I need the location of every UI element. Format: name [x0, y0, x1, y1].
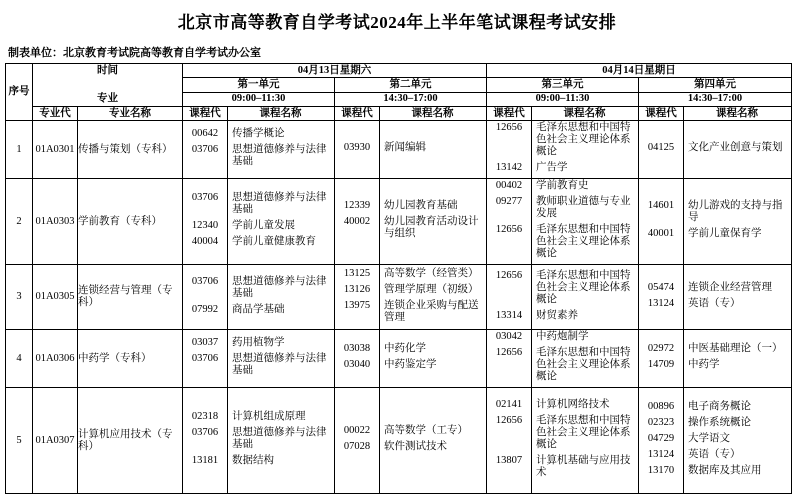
course-entry: [487, 196, 638, 220]
course-entry: [183, 455, 334, 467]
unit-cell-2: [335, 179, 487, 265]
course-entry: [183, 144, 334, 168]
course-entry: [335, 284, 486, 296]
header-time-unit-2: 14:30–17:00: [335, 92, 487, 106]
course-entry: [487, 399, 638, 411]
course-code: 03706: [191, 192, 219, 203]
header-unit-3: 第三单元: [487, 78, 639, 92]
course-entry: [183, 304, 334, 316]
header-time-unit-1: 09:00–11:30: [183, 92, 335, 106]
course-code: 12656: [495, 347, 523, 358]
course-entry: [487, 455, 638, 479]
course-name: 中医基础理论（一）: [688, 343, 783, 354]
course-entry: [487, 122, 638, 158]
unit-cell-1: [183, 179, 335, 265]
exam-row: [6, 388, 792, 494]
course-name: 传播学概论: [232, 128, 285, 139]
unit-cell-1: [183, 388, 335, 494]
course-entry: [335, 441, 486, 453]
course-entry: [639, 142, 791, 154]
unit-cell-3: [487, 121, 639, 179]
course-code: 03706: [191, 275, 219, 287]
unit-cell-3: [487, 388, 639, 494]
course-entry: [335, 268, 486, 280]
unit-cell-1: [183, 330, 335, 388]
course-entry: [487, 162, 638, 174]
header-seq: 序号: [6, 64, 33, 121]
major-code-cell: 01A0307: [33, 388, 78, 494]
course-entry: [639, 449, 791, 461]
header-unit-1: 第一单元: [183, 78, 335, 92]
unit-cell-2: [335, 330, 487, 388]
course-name: 思想道德修养与法律基础: [232, 144, 327, 167]
course-name: 毛泽东思想和中国特色社会主义理论体系概论: [536, 347, 631, 382]
course-name: 新闻编辑: [384, 142, 426, 153]
header-date-sunday: 04月14日星期日: [487, 64, 792, 78]
course-name: 高等数学（工专）: [384, 425, 468, 436]
course-name: 学前儿童保育学: [688, 228, 762, 239]
seq-cell: 3: [6, 265, 33, 330]
course-entry: [335, 200, 486, 212]
seq-cell: 5: [6, 388, 33, 494]
unit-cell-4: [639, 330, 792, 388]
course-entry: [487, 180, 638, 192]
exam-row: [6, 121, 792, 179]
course-entry: [639, 465, 791, 477]
unit-cell-2: [335, 388, 487, 494]
course-code: 00022: [343, 425, 371, 436]
course-entry: [639, 433, 791, 445]
issuing-unit-label: 制表单位：北京教育考试院高等教育自学考试办公室: [8, 47, 261, 59]
course-code: 12656: [495, 224, 523, 235]
course-entry: [639, 228, 791, 240]
course-name: 思想道德修养与法律基础: [232, 427, 327, 450]
course-entry: [639, 200, 791, 224]
course-name: 管理学原理（初级）: [384, 283, 479, 295]
course-code: 00642: [191, 128, 219, 139]
course-name: 计算机组成原理: [232, 411, 306, 422]
course-code: 40002: [343, 216, 371, 227]
course-code: 04729: [647, 433, 675, 444]
course-name: 毛泽东思想和中国特色社会主义理论体系概论: [536, 224, 631, 259]
course-code: 04125: [647, 142, 675, 153]
course-entry: [335, 343, 486, 355]
course-name: 数据结构: [232, 455, 274, 466]
course-code: 13142: [495, 162, 523, 173]
unit-cell-1: [183, 265, 335, 330]
course-name: 计算机网络技术: [536, 399, 610, 410]
unit-cell-3: [487, 330, 639, 388]
course-code: 12340: [191, 220, 219, 231]
course-name: 操作系统概论: [688, 417, 751, 428]
course-name: 英语（专）: [688, 449, 741, 460]
unit-cell-3: [487, 265, 639, 330]
course-code: 03930: [343, 142, 371, 153]
course-code: 13181: [191, 455, 219, 466]
course-code: 12656: [495, 269, 523, 281]
header-course-cols-unit-3: [487, 107, 639, 121]
course-code: 09277: [495, 196, 523, 207]
course-entry: [183, 337, 334, 349]
course-code: 12656: [495, 122, 523, 133]
course-name: 计算机基础与应用技术: [536, 455, 631, 478]
course-code: 02141: [495, 399, 523, 410]
course-code: 14601: [647, 200, 675, 211]
header-course-code: 课程代: [645, 107, 677, 119]
course-code: 13124: [647, 449, 675, 460]
unit-cell-2: [335, 121, 487, 179]
header-time-major: [33, 64, 183, 107]
header-course-name: 课程名称: [259, 107, 302, 119]
course-name: 思想道德修养与法律基础: [232, 275, 327, 299]
exam-row: [6, 265, 792, 330]
course-name: 毛泽东思想和中国特色社会主义理论体系概论: [536, 415, 631, 450]
unit-cell-1: [183, 121, 335, 179]
course-name: 中药炮制学: [536, 331, 589, 342]
header-course-cols-unit-4: [639, 107, 792, 121]
header-course-cols-unit-2: [335, 107, 487, 121]
course-entry: [487, 224, 638, 260]
course-code: 03706: [191, 353, 219, 364]
course-entry: [183, 427, 334, 451]
exam-row: [6, 179, 792, 265]
course-name: 毛泽东思想和中国特色社会主义理论体系概论: [536, 122, 631, 157]
header-major-label: 专业: [97, 93, 118, 104]
course-name: 电子商务概论: [688, 401, 751, 412]
course-code: 03706: [191, 144, 219, 155]
course-code: 03037: [191, 337, 219, 348]
course-name: 中药鉴定学: [384, 359, 437, 370]
unit-cell-2: [335, 265, 487, 330]
major-name-cell: 传播与策划（专科）: [78, 121, 183, 179]
course-entry: [487, 270, 638, 306]
header-course-name: 课程名称: [716, 107, 758, 119]
major-code-cell: 01A0305: [33, 265, 78, 330]
course-entry: [335, 425, 486, 437]
major-code-cell: 01A0306: [33, 330, 78, 388]
course-name: 中药学: [688, 359, 720, 370]
course-entry: [183, 353, 334, 377]
course-code: 12339: [343, 200, 371, 211]
course-name: 思想道德修养与法律基础: [232, 192, 327, 215]
course-name: 连锁企业经营管理: [688, 281, 772, 293]
course-name: 幼儿园教育基础: [384, 200, 458, 211]
course-code: 13807: [495, 455, 523, 466]
course-name: 广告学: [536, 162, 568, 173]
course-code: 13126: [343, 283, 371, 295]
course-name: 幼儿游戏的支持与指导: [688, 200, 783, 223]
major-name-cell: 计算机应用技术（专科）: [78, 388, 183, 494]
major-name-cell: 学前教育（专科）: [78, 179, 183, 265]
seq-cell: 1: [6, 121, 33, 179]
course-code: 05474: [647, 281, 675, 293]
page-title: 北京市高等教育自学考试2024年上半年笔试课程考试安排: [177, 13, 617, 32]
course-name: 软件测试技术: [384, 441, 447, 452]
unit-cell-3: [487, 179, 639, 265]
course-name: 数据库及其应用: [688, 465, 762, 476]
major-code-cell: 01A0303: [33, 179, 78, 265]
course-code: 03042: [495, 331, 523, 342]
exam-row: [6, 330, 792, 388]
course-entry: [487, 415, 638, 451]
unit-cell-4: [639, 179, 792, 265]
course-name: 学前儿童发展: [232, 220, 295, 231]
course-entry: [639, 401, 791, 413]
header-course-code: 课程代: [493, 107, 525, 119]
course-name: 思想道德修养与法律基础: [232, 353, 327, 376]
course-code: 13975: [343, 299, 371, 311]
course-name: 药用植物学: [232, 337, 285, 348]
course-entry: [639, 359, 791, 371]
course-entry: [335, 300, 486, 324]
course-name: 幼儿园教育活动设计与组织: [384, 216, 479, 239]
course-entry: [335, 359, 486, 371]
course-code: 13170: [647, 465, 675, 476]
unit-cell-4: [639, 388, 792, 494]
course-code: 02323: [647, 417, 675, 428]
header-time-unit-4: 14:30–17:00: [639, 92, 792, 106]
course-name: 商品学基础: [232, 303, 285, 315]
course-entry: [335, 216, 486, 240]
course-name: 教师职业道德与专业发展: [536, 196, 631, 219]
course-entry: [183, 236, 334, 248]
course-code: 07028: [343, 441, 371, 452]
table-header: [6, 64, 792, 121]
course-entry: [335, 142, 486, 154]
course-name: 学前儿童健康教育: [232, 236, 316, 247]
course-code: 03040: [343, 359, 371, 370]
course-entry: [487, 347, 638, 383]
major-name-cell: 中药学（专科）: [78, 330, 183, 388]
course-entry: [183, 411, 334, 423]
header-major-code: 专业代: [33, 107, 78, 121]
unit-cell-4: [639, 265, 792, 330]
seq-cell: 4: [6, 330, 33, 388]
course-entry: [183, 276, 334, 300]
course-code: 02318: [191, 411, 219, 422]
unit-cell-4: [639, 121, 792, 179]
course-code: 02972: [647, 343, 675, 354]
header-unit-4: 第四单元: [639, 78, 792, 92]
course-entry: [183, 128, 334, 140]
header-course-code: 课程代: [189, 107, 221, 119]
course-entry: [639, 343, 791, 355]
course-entry: [639, 298, 791, 310]
course-code: 40001: [647, 228, 675, 239]
header-time-label: 时间: [97, 65, 118, 76]
course-name: 毛泽东思想和中国特色社会主义理论体系概论: [536, 269, 631, 305]
course-name: 财贸素养: [536, 309, 578, 321]
course-entry: [639, 417, 791, 429]
header-time-unit-3: 09:00–11:30: [487, 92, 639, 106]
major-name-cell: 连锁经营与管理（专科）: [78, 265, 183, 330]
course-name: 大学语文: [688, 433, 730, 444]
header-date-saturday: 04月13日星期六: [183, 64, 487, 78]
course-entry: [183, 192, 334, 216]
course-name: 英语（专）: [688, 297, 741, 309]
course-code: 03038: [343, 343, 371, 354]
course-name: 中药化学: [384, 343, 426, 354]
header-course-cols-unit-1: [183, 107, 335, 121]
course-entry: [639, 282, 791, 294]
header-course-name: 课程名称: [411, 107, 454, 119]
header-course-name: 课程名称: [563, 107, 606, 119]
header-unit-2: 第二单元: [335, 78, 487, 92]
course-code: 40004: [191, 236, 219, 247]
course-code: 13314: [495, 309, 523, 321]
course-code: 14709: [647, 359, 675, 370]
course-name: 学前教育史: [536, 180, 589, 191]
header-course-code: 课程代: [341, 107, 373, 119]
course-name: 文化产业创意与策划: [688, 142, 783, 153]
course-name: 高等数学（经管类）: [384, 267, 479, 279]
course-code: 00402: [495, 180, 523, 191]
seq-cell: 2: [6, 179, 33, 265]
course-name: 连锁企业采购与配送管理: [384, 299, 479, 323]
exam-table-body: [6, 121, 792, 494]
header-major-name: 专业名称: [78, 107, 183, 121]
course-code: 13124: [647, 297, 675, 309]
course-entry: [487, 310, 638, 322]
course-code: 00896: [647, 401, 675, 412]
course-entry: [183, 220, 334, 232]
major-code-cell: 01A0301: [33, 121, 78, 179]
course-code: 07992: [191, 303, 219, 315]
exam-schedule-table: [5, 63, 792, 494]
course-code: 13125: [343, 267, 371, 279]
course-code: 12656: [495, 415, 523, 426]
course-code: 03706: [191, 427, 219, 438]
course-entry: [487, 331, 638, 343]
